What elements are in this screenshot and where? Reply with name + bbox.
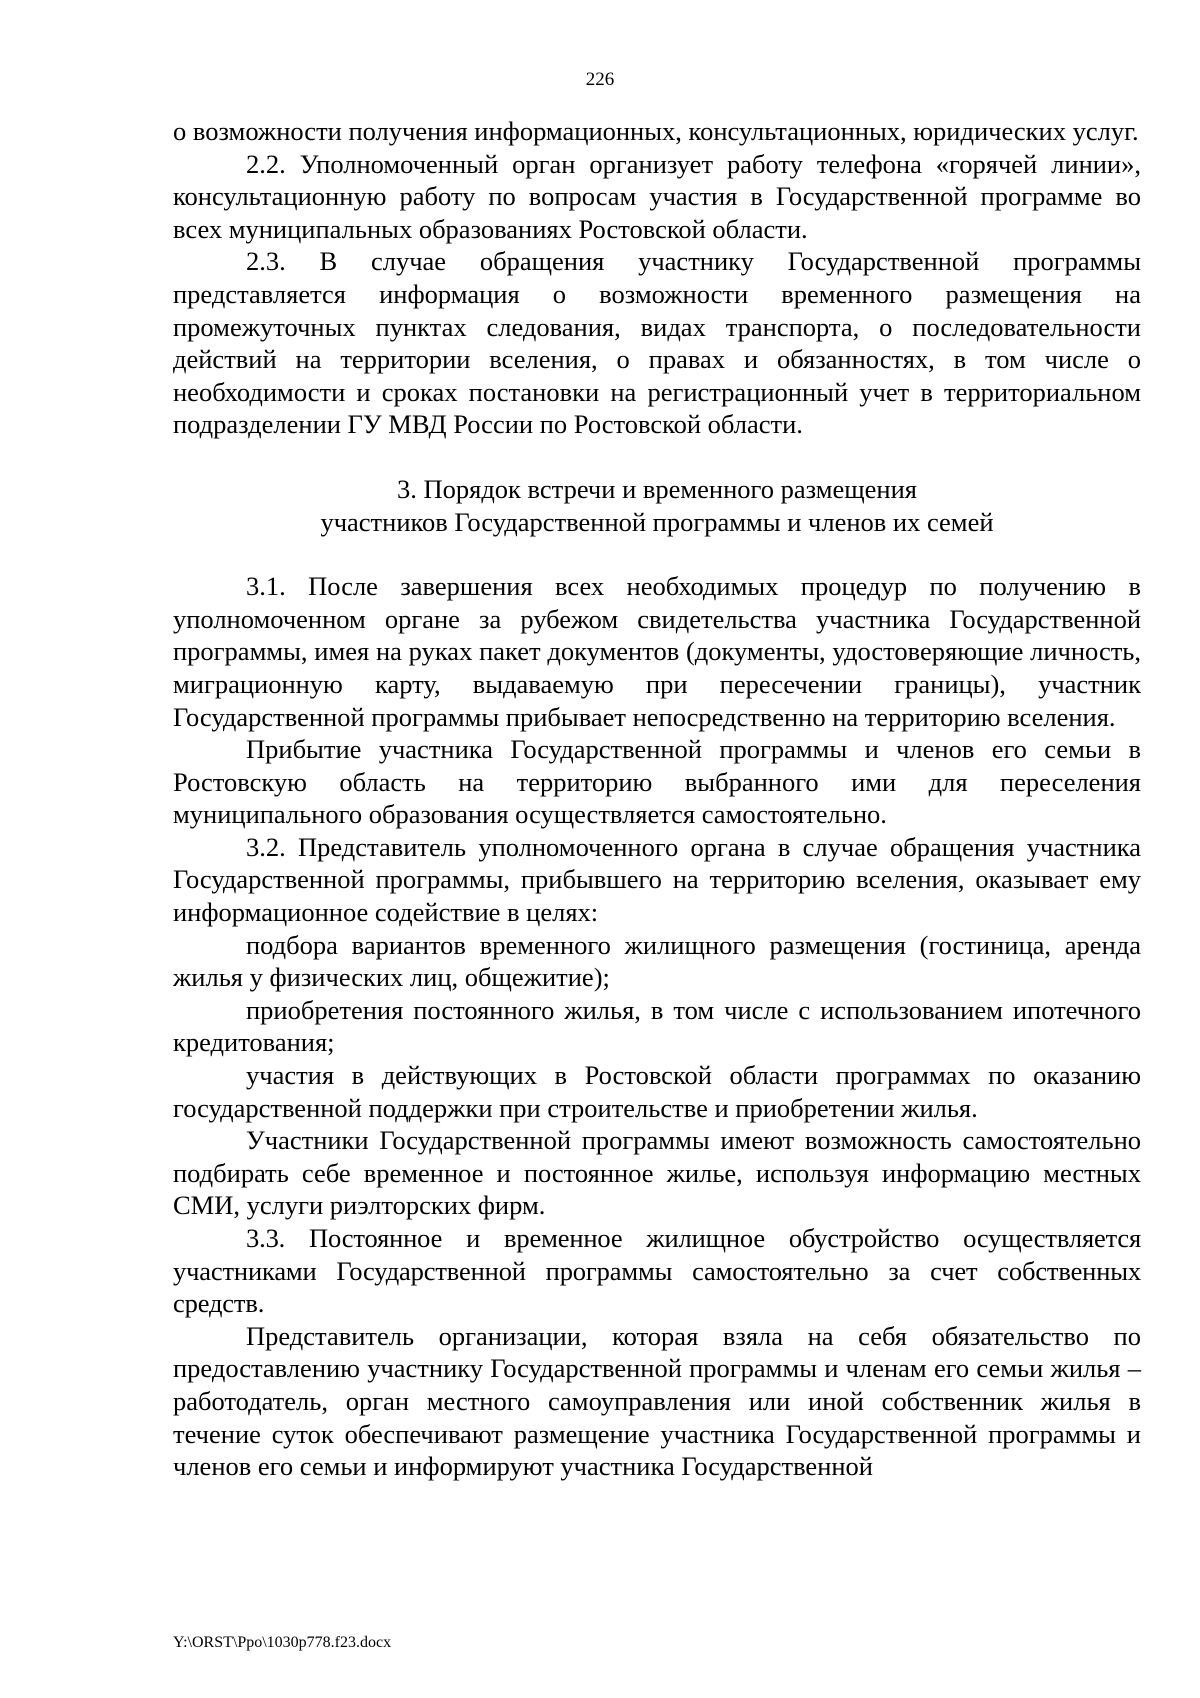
section-title-line-2: участников Государственной программы и членов их семей — [320, 506, 994, 537]
paragraph-3-2: 3.2. Представитель уполномоченного органа в случае обращения участника Государственной программы, прибывшего на территорию вселения, оказывает ему информационное содействие в целях: — [173, 831, 1141, 928]
document-body — [173, 115, 1141, 1483]
paragraph-3-1: 3.1. После завершения всех необходимых процедур по получению в уполномоченном органе за рубежом свидетельства участника Государственной программы, имея на руках пакет документов (документы, удостоверяющие личность, миграционную карту, выдаваемую при пересечении границы), участник Государственной программы прибывает непосредственно на территорию вселения. — [173, 571, 1141, 732]
paragraph-3-2-state-support: участия в действующих в Ростовской области программах по оказанию государственной поддержки при строительстве и приобретении жилья. — [173, 1060, 1141, 1123]
paragraph-3-2-permanent-housing: приобретения постоянного жилья, в том числе с использованием ипотечного кредитования; — [173, 994, 1141, 1058]
footer-file-path: Y:\ORST\Ppo\1030p778.f23.docx — [173, 1634, 392, 1651]
paragraph-3-1-arrival: Прибытие участника Государственной программы и членов его семьи в Ростовскую область на территорию выбранного ими для переселения муниципального образования осуществляется самостоятельно. — [173, 734, 1141, 830]
paragraph-3-2-housing-selection: подбора вариантов временного жилищного размещения (гостиница, аренда жилья у физических лиц, общежитие); — [173, 929, 1141, 993]
page-number: 226 — [585, 69, 615, 90]
section-title-line-1: 3. Порядок встречи и временного размещения — [397, 473, 917, 504]
paragraph-continuation: о возможности получения информационных, консультационных, юридических услуг. — [173, 116, 1139, 146]
paragraph-3-3-organization: Представитель организации, которая взяла на себя обязательство по предоставлению участнику Государственной программы и членам его семьи жилья – работодатель, орган местного самоуправления или иной собственник жилья в течение суток обеспечивают размещение участника Государственной программы и членов его семьи и информируют участника Государственной — [173, 1320, 1141, 1482]
paragraph-3-3: 3.3. Постоянное и временное жилищное обустройство осуществляется участниками Государственной программы самостоятельно за счет собственных средств. — [173, 1223, 1141, 1319]
paragraph-2-2: 2.2. Уполномоченный орган организует работу телефона «горячей линии», консультационную работу по вопросам участия в Государственной программе во всех муниципальных образованиях Ростовской области. — [173, 148, 1141, 244]
paragraph-2-3: 2.3. В случае обращения участнику Государственной программы представляется информация о возможности временного размещения на промежуточных пунктах следования, видах транспорта, о последовательности действий на территории вселения, о правах и обязанностях, в том числе о необходимости и сроках постановки на регистрационный учет в территориальном подразделении ГУ МВД России по Ростовской области. — [173, 246, 1141, 440]
paragraph-3-2-self-selection: Участники Государственной программы имеют возможность самостоятельно подбирать себе временное и постоянное жилье, используя информацию местных СМИ, услуги риэлторских фирм. — [173, 1125, 1141, 1221]
